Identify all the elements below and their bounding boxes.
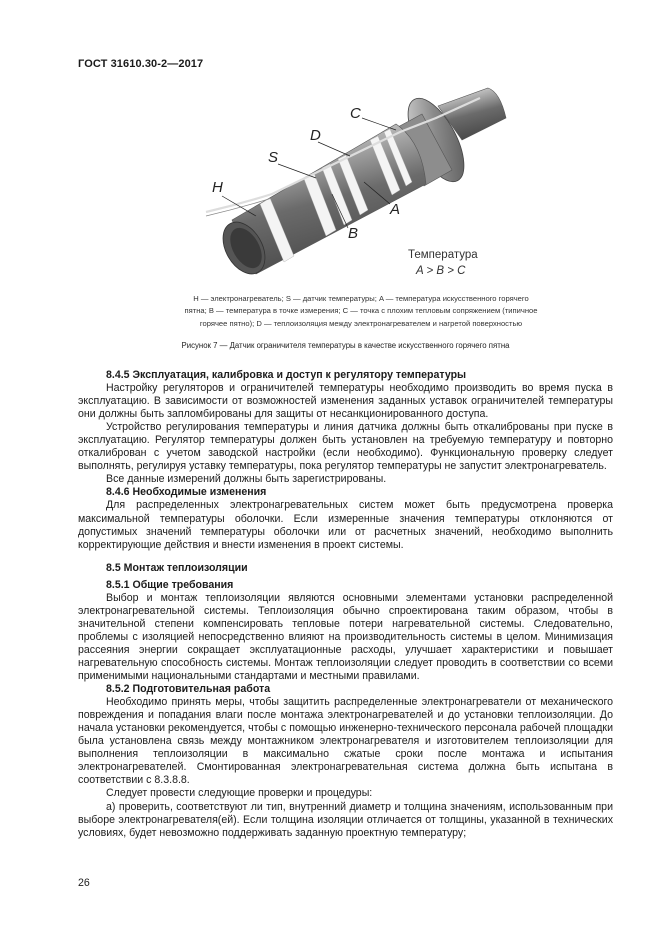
label-b: B <box>348 225 359 242</box>
legend-line: H — электронагреватель; S — датчик температуры; A — температура искусственного горячего <box>193 294 529 303</box>
label-s: S <box>268 149 279 166</box>
section-heading: 8.4.6 Необходимые изменения <box>106 486 267 499</box>
figure-pipe-illustration <box>200 78 520 288</box>
temperature-formula: A > B > C <box>416 265 466 277</box>
temperature-title: Температура <box>408 249 478 261</box>
paragraph: Все данные измерений должны быть зарегистрированы. <box>106 473 387 486</box>
label-a: A <box>390 201 401 218</box>
paragraph: Необходимо принять меры, чтобы защитить распределенные электронагреватели от механического повреждения и попадания влаги после монтажа электронагревателей и до установки теплоизоляции. До начала установки рекомендуется, чтобы с помощью инженерно-технического персонала рабочей площадки была установлена связь между монтажником электронагревателя и изготовителем теплоизоляции для выполнения теплоизоляции в максимально сжатые сроки после монтажа и испытания электронагревателей. Смонтированная электронагревательная система должна быть испытана в соответствии с 8.3.8.8. <box>78 696 613 787</box>
section-heading: 8.5.2 Подготовительная работа <box>106 683 271 696</box>
paragraph: а) проверить, соответствуют ли тип, внутренний диаметр и толщина значениям, использованным при выборе электронагревателя(ей). Если толщина изоляции отличается от толщины, указанной в технических условиях, будет невозможно поддерживать заданную проектную температуру; <box>78 800 613 839</box>
figure-caption: Рисунок 7 — Датчик ограничителя температуры в качестве искусственного горячего пятна <box>181 341 510 350</box>
section-heading: 8.5 Монтаж теплоизоляции <box>106 561 248 574</box>
body-text <box>78 351 613 840</box>
section-heading: 8.5.1 Общие требования <box>106 578 234 591</box>
paragraph: Выбор и монтаж теплоизоляции являются основными элементами установки распределенной электронагревательной системы. Теплоизоляция обычно спроектирована таким образом, чтобы в значительной степени компенсировать тепловые потери нагревательной системы. Следовательно, проблемы с изоляцией непосредственно влияют на производительность системы в целом. Минимизация рассеяния энергии сокращает эксплуатационные расходы, улучшает характеристики и повышает нагревательную способность системы. Монтаж теплоизоляции следует проводить в соответствии со всеми применимыми национальными стандартами и местными правилами. <box>78 591 613 683</box>
paragraph: Настройку регуляторов и ограничителей температуры необходимо производить во время пуска в эксплуатацию. В зависимости от возможностей изменения заданных уставок ограничителей температуры они должны быть запломбированы для защиты от несанкционированного доступа. <box>78 382 613 421</box>
pipe-drawing <box>200 78 520 288</box>
section-heading: 8.4.5 Эксплуатация, калибровка и доступ к регулятору температуры <box>106 369 467 381</box>
page-number: 26 <box>78 877 90 889</box>
document-header: ГОСТ 31610.30-2—2017 <box>78 58 204 70</box>
label-h: H <box>212 179 223 196</box>
paragraph: Устройство регулирования температуры и линия датчика должны быть откалиброваны при пуске в эксплуатацию. Регулятор температуры должен быть установлен на требуемую температуру и повторно откалиброван с учетом заводской настройки (если необходимо). Функциональную проверку следует выполнять, регулируя уставку температуры, пока регулятор температуры не запустит электронагреватель. <box>78 421 613 473</box>
label-c: C <box>350 105 361 122</box>
paragraph: Для распределенных электронагревательных систем может быть предусмотрена проверка максимальной температуры оболочки. Если измеренные значения температуры отклоняются от допустимых значений температуры оболочки или от расчетных значений, необходимо выполнить корректирующие действия и внести изменения в проект системы. <box>78 499 613 551</box>
legend-line: пятна; B — температура в точке измерения; C — точка с плохим тепловым сопряжением (типичное <box>184 306 538 316</box>
paragraph: Следует провести следующие проверки и процедуры: <box>106 787 373 800</box>
figure-legend <box>152 293 570 330</box>
label-d: D <box>310 127 321 144</box>
legend-line: горячее пятно); D — теплоизоляция между электронагревателем и нагретой поверхностью <box>199 318 523 328</box>
